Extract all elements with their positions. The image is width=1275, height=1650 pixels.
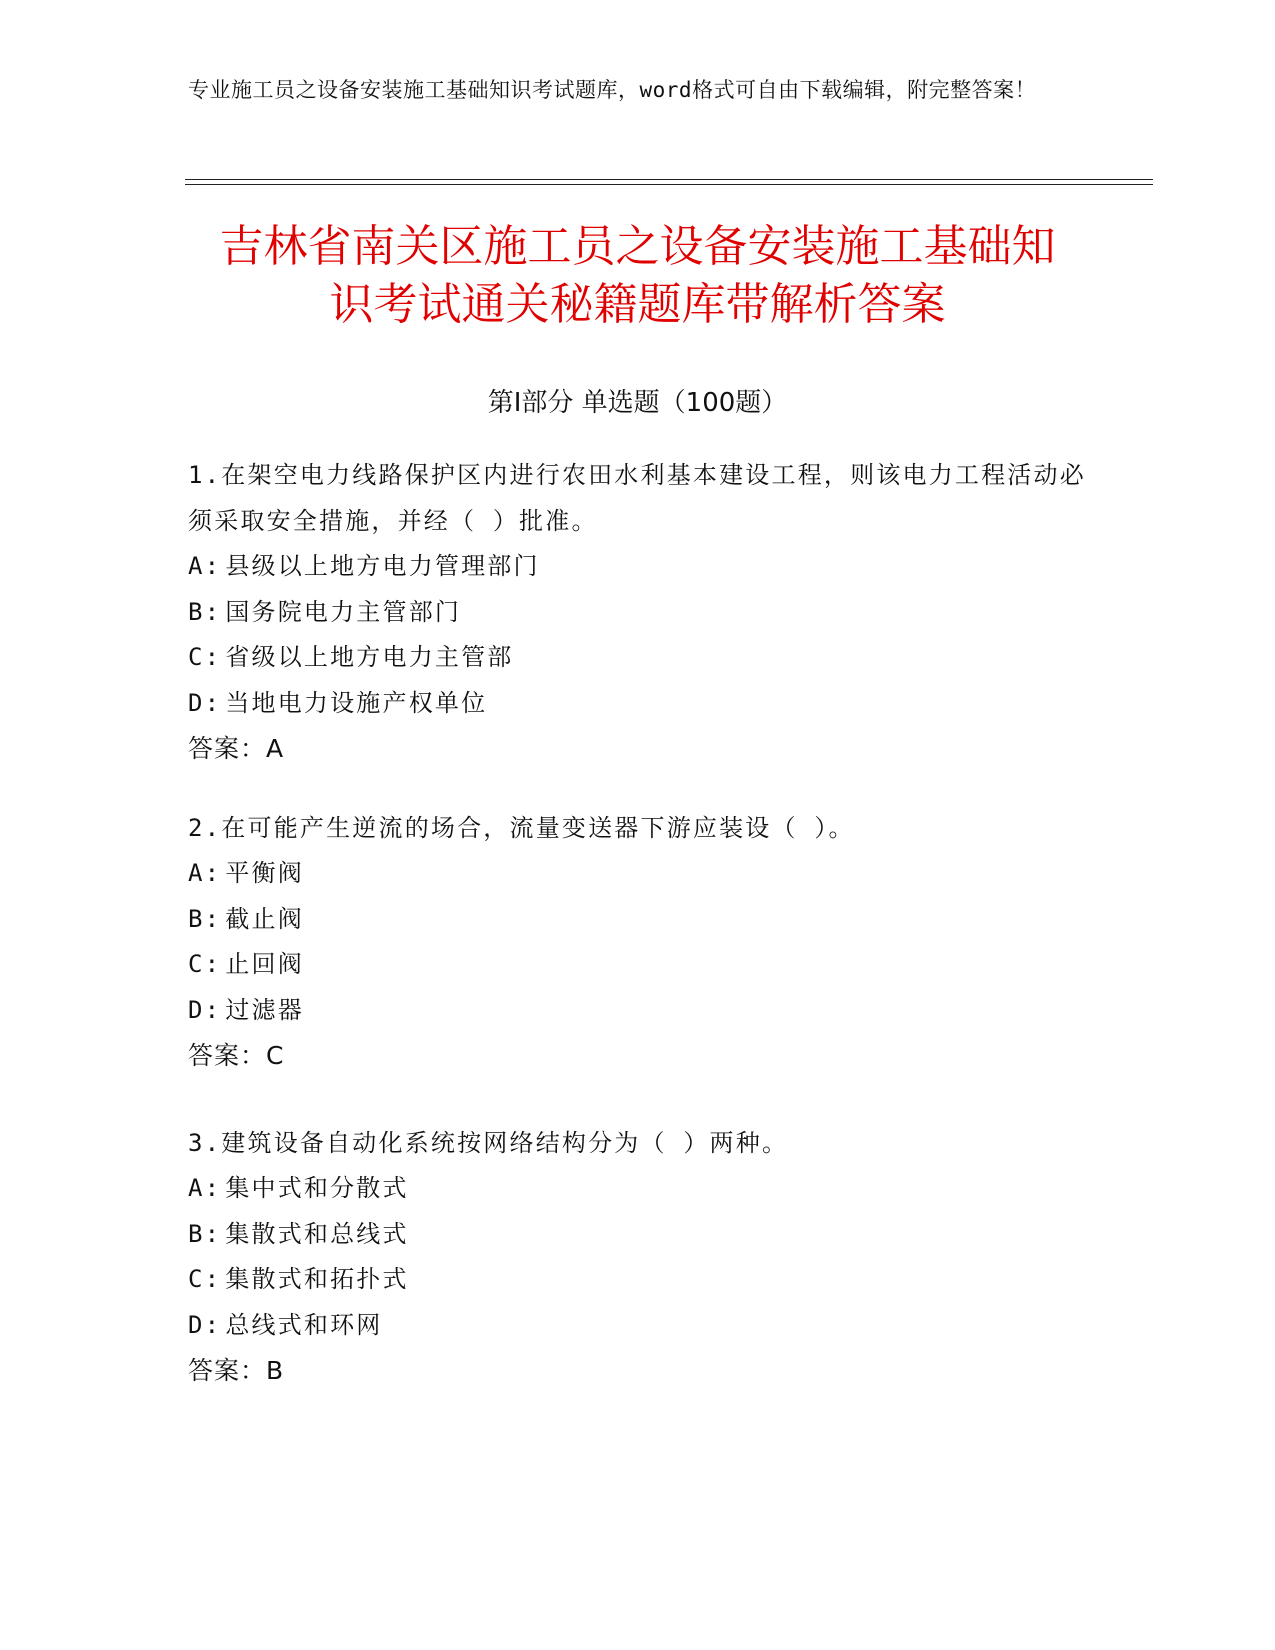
option-b bbox=[188, 590, 1088, 636]
option-a bbox=[188, 851, 1088, 897]
option-letter: A: bbox=[188, 859, 222, 887]
option-letter: C: bbox=[188, 950, 222, 978]
question-2 bbox=[188, 805, 1088, 1079]
question-stem: 1.在架空电力线路保护区内进行农田水利基本建设工程，则该电力工程活动必须采取安全措施，并经（ ）批准。 bbox=[188, 461, 1086, 535]
option-b bbox=[188, 897, 1088, 943]
question-stem: 2.在可能产生逆流的场合，流量变送器下游应装设（ ）。 bbox=[188, 814, 855, 842]
question-stem: 3.建筑设备自动化系统按网络结构分为（ ）两种。 bbox=[188, 1129, 789, 1157]
document-title-line-1: 吉林省南关区施工员之设备安装施工基础知 bbox=[219, 221, 1056, 272]
option-c bbox=[188, 635, 1088, 681]
answer-line: 答案：B bbox=[188, 1356, 285, 1385]
option-text: 省级以上地方电力主管部 bbox=[225, 643, 514, 671]
option-text: 止回阀 bbox=[225, 950, 304, 978]
option-text: 县级以上地方电力管理部门 bbox=[225, 552, 540, 580]
option-letter: B: bbox=[188, 904, 222, 933]
question-1 bbox=[188, 452, 1088, 772]
header-divider-top bbox=[185, 179, 1153, 180]
option-text: 平衡阀 bbox=[225, 859, 304, 887]
option-d bbox=[188, 988, 1088, 1034]
option-letter: A: bbox=[188, 1174, 222, 1202]
option-letter: D: bbox=[188, 688, 222, 717]
option-letter: B: bbox=[188, 597, 222, 626]
option-d bbox=[188, 681, 1088, 727]
option-text: 总线式和环网 bbox=[225, 1310, 383, 1339]
option-letter: A: bbox=[188, 552, 222, 580]
option-text: 集散式和拓扑式 bbox=[225, 1265, 409, 1293]
answer-line: 答案：A bbox=[188, 734, 285, 763]
header-note: 专业施工员之设备安装施工基础知识考试题库，word格式可自由下载编辑，附完整答案！ bbox=[188, 78, 1037, 102]
document-title bbox=[160, 218, 1115, 334]
option-b bbox=[188, 1212, 1088, 1258]
option-text: 当地电力设施产权单位 bbox=[225, 688, 488, 717]
section-heading: 第Ⅰ部分 单选题（100题） bbox=[487, 388, 788, 418]
answer-line: 答案：C bbox=[188, 1041, 285, 1070]
option-letter: D: bbox=[188, 1310, 222, 1339]
header-divider-bottom bbox=[185, 184, 1153, 185]
option-a bbox=[188, 1166, 1088, 1212]
option-text: 截止阀 bbox=[225, 904, 304, 933]
option-a bbox=[188, 544, 1088, 590]
option-c bbox=[188, 942, 1088, 988]
option-text: 集中式和分散式 bbox=[225, 1174, 409, 1202]
option-text: 过滤器 bbox=[225, 995, 304, 1024]
option-text: 集散式和总线式 bbox=[225, 1219, 409, 1248]
option-letter: C: bbox=[188, 643, 222, 671]
option-d bbox=[188, 1303, 1088, 1349]
option-letter: D: bbox=[188, 995, 222, 1024]
option-letter: C: bbox=[188, 1265, 222, 1293]
option-letter: B: bbox=[188, 1219, 222, 1248]
question-3 bbox=[188, 1120, 1088, 1394]
option-text: 国务院电力主管部门 bbox=[225, 597, 462, 626]
document-title-line-2: 识考试通关秘籍题库带解析答案 bbox=[329, 279, 946, 330]
option-c bbox=[188, 1257, 1088, 1303]
